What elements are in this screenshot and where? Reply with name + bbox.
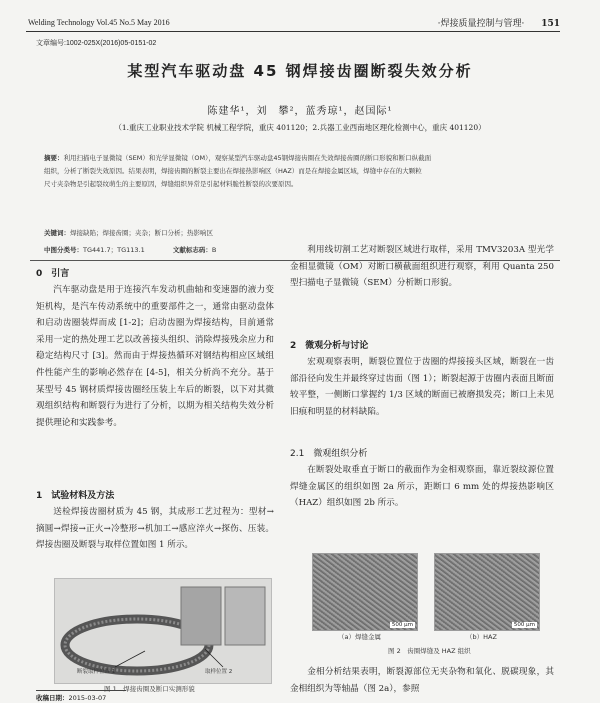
running-header-section: [438, 16, 560, 29]
paper-title: 某型汽车驱动盘 45 钢焊接齿圈断裂失效分析: [127, 62, 473, 80]
figure-1-label-left: 断裂取样位置 1: [77, 669, 116, 675]
keywords: [44, 228, 213, 237]
article-number: 文章编号:1002-025X(2016)05-0151-02: [36, 40, 157, 47]
section-title: ·焊接质量控制与管理·: [437, 19, 525, 29]
keywords-text: 焊接缺陷；焊接齿圈；夹杂；断口分析；热影响区: [70, 229, 213, 237]
footnote-rule: [36, 690, 126, 691]
figure-1-label-right: 取样位置 2: [205, 669, 233, 675]
abstract-line: 摘要：利用扫描电子显微镜（SEM）和光学显微镜（OM），观察某型汽车驱动盘45钢焊接齿圈在失效焊接齿圈的断口形貌和断口纵截面: [44, 154, 432, 162]
figure-2a-label: （a）焊缝金属: [338, 633, 381, 641]
received-date: 收稿日期：2015-03-07: [36, 694, 107, 702]
methods-heading: 1 试验材料及方法: [36, 491, 115, 501]
clc-label: 中图分类号：: [44, 246, 83, 254]
microstructure-heading: 2.1 微观组织分析: [290, 449, 368, 459]
affiliation: （1.重庆工业职业技术学院 机械工程学院，重庆 401120；2.兵器工业西南地区理化检测中心，重庆 401120）: [114, 123, 486, 132]
figure-2-caption: 图 2 齿圈焊缝及 HAZ 组织: [388, 647, 471, 655]
methods-paragraph: 送检焊接齿圈材质为 45 钢，其成形工艺过程为：型材→摘圆→焊接→正火→冷整形→机加工→感应淬火→探伤、压装。焊接齿圈及断裂与取样位置如图 1 所示。: [36, 507, 274, 551]
intro-paragraph: 汽车驱动盘是用于连接汽车发动机曲轴和变速器的液力变矩机构，是汽车传动系统中的重要部件之一，通常由驱动盘体和启动齿圈装焊而成 [1-2]；启动齿圈为焊接结构，目前通常采用一定的热处理工艺以改善接头组织、消除焊接残余应力和稳定结构尺寸 [3]。然而由于焊接热循环对钢结构相应区域组件性能产生的影响必然存在 [4-5]，相关分析尚不充分。基于某型号 45 钢材质焊接齿圈经压装上车后的断裂，以下对其微观组织结构和断裂行为进行了分析，以期为相关结构失效分析提供理论和实践参考。: [36, 285, 274, 428]
header-rule: [26, 31, 560, 32]
clc-value: TG441.7；TG113.1: [83, 246, 145, 254]
abstract-line: 组织，分析了断裂失效原因。结果表明，焊接齿圈的断裂主要出在焊接热影响区（HAZ）而是在焊接金属区域，焊缝中存在的大颗粒: [44, 167, 422, 175]
received-label: 收稿日期：: [36, 694, 69, 702]
right-top-paragraph: 利用线切割工艺对断裂区域进行取样，采用 TMV3203A 型光学金相显微镜（OM）对断口横截面组织进行观察，利用 Quanta 250 型扫描电子显微镜（SEM）分析断口形貌。: [290, 245, 554, 289]
figure-2b-label: （b）HAZ: [466, 633, 497, 641]
analysis-heading: 2 微观分析与讨论: [290, 341, 369, 351]
figure-2b-micrograph: [434, 553, 540, 631]
authors: 陈建华¹，刘 攀²，蓝秀琼¹，赵国际¹: [207, 106, 393, 117]
abstract: [44, 152, 564, 191]
right-bottom-paragraph: 金相分析结果表明，断裂源部位无夹杂物和氧化、脱碳现象，其金相组织为等轴晶（图 2a），参照: [290, 667, 554, 694]
keywords-label: 关键词：: [44, 229, 70, 237]
running-header-journal: Welding Technology Vol.45 No.5 May 2016: [28, 18, 170, 27]
page-number: 151: [541, 19, 560, 29]
analysis-paragraph: 宏观观察表明，断裂位置位于齿圈的焊接接头区域，断裂在一齿部沿径向发生并最终穿过齿面（图 1）；断裂起源于齿圈内表面且断面较平整，一侧断口掌握约 1/3 区域的断面已被磨损发亮；断口上未见旧痕和明显的材料缺陷。: [290, 357, 554, 417]
abstract-line: 尺寸夹杂物是引起裂纹萌生的主要原因，焊缝组织异常是引起材料脆性断裂的次要原因。: [44, 180, 298, 188]
doc-code-label: 文献标志码：: [172, 246, 212, 254]
figure-1-photo: [54, 578, 272, 684]
doc-code-value: B: [211, 246, 217, 254]
figure-2b-scale-bar: 500 μm: [513, 622, 535, 628]
figure-2a-scale-bar: 500 μm: [391, 622, 413, 628]
classification: [44, 245, 216, 254]
intro-heading: 0 引言: [36, 269, 70, 279]
abstract-label: 摘要：: [44, 154, 64, 162]
figure-1-caption: 图 1 焊接齿圈及断口实测形貌: [104, 685, 195, 693]
figure-2a-micrograph: [312, 553, 418, 631]
microstructure-paragraph: 在断裂处取垂直于断口的截面作为金相观察面，靠近裂纹源位置焊缝金属区的组织如图 2a 所示，距断口 6 mm 处的焊接热影响区（HAZ）组织如图 2b 所示。: [290, 465, 554, 509]
